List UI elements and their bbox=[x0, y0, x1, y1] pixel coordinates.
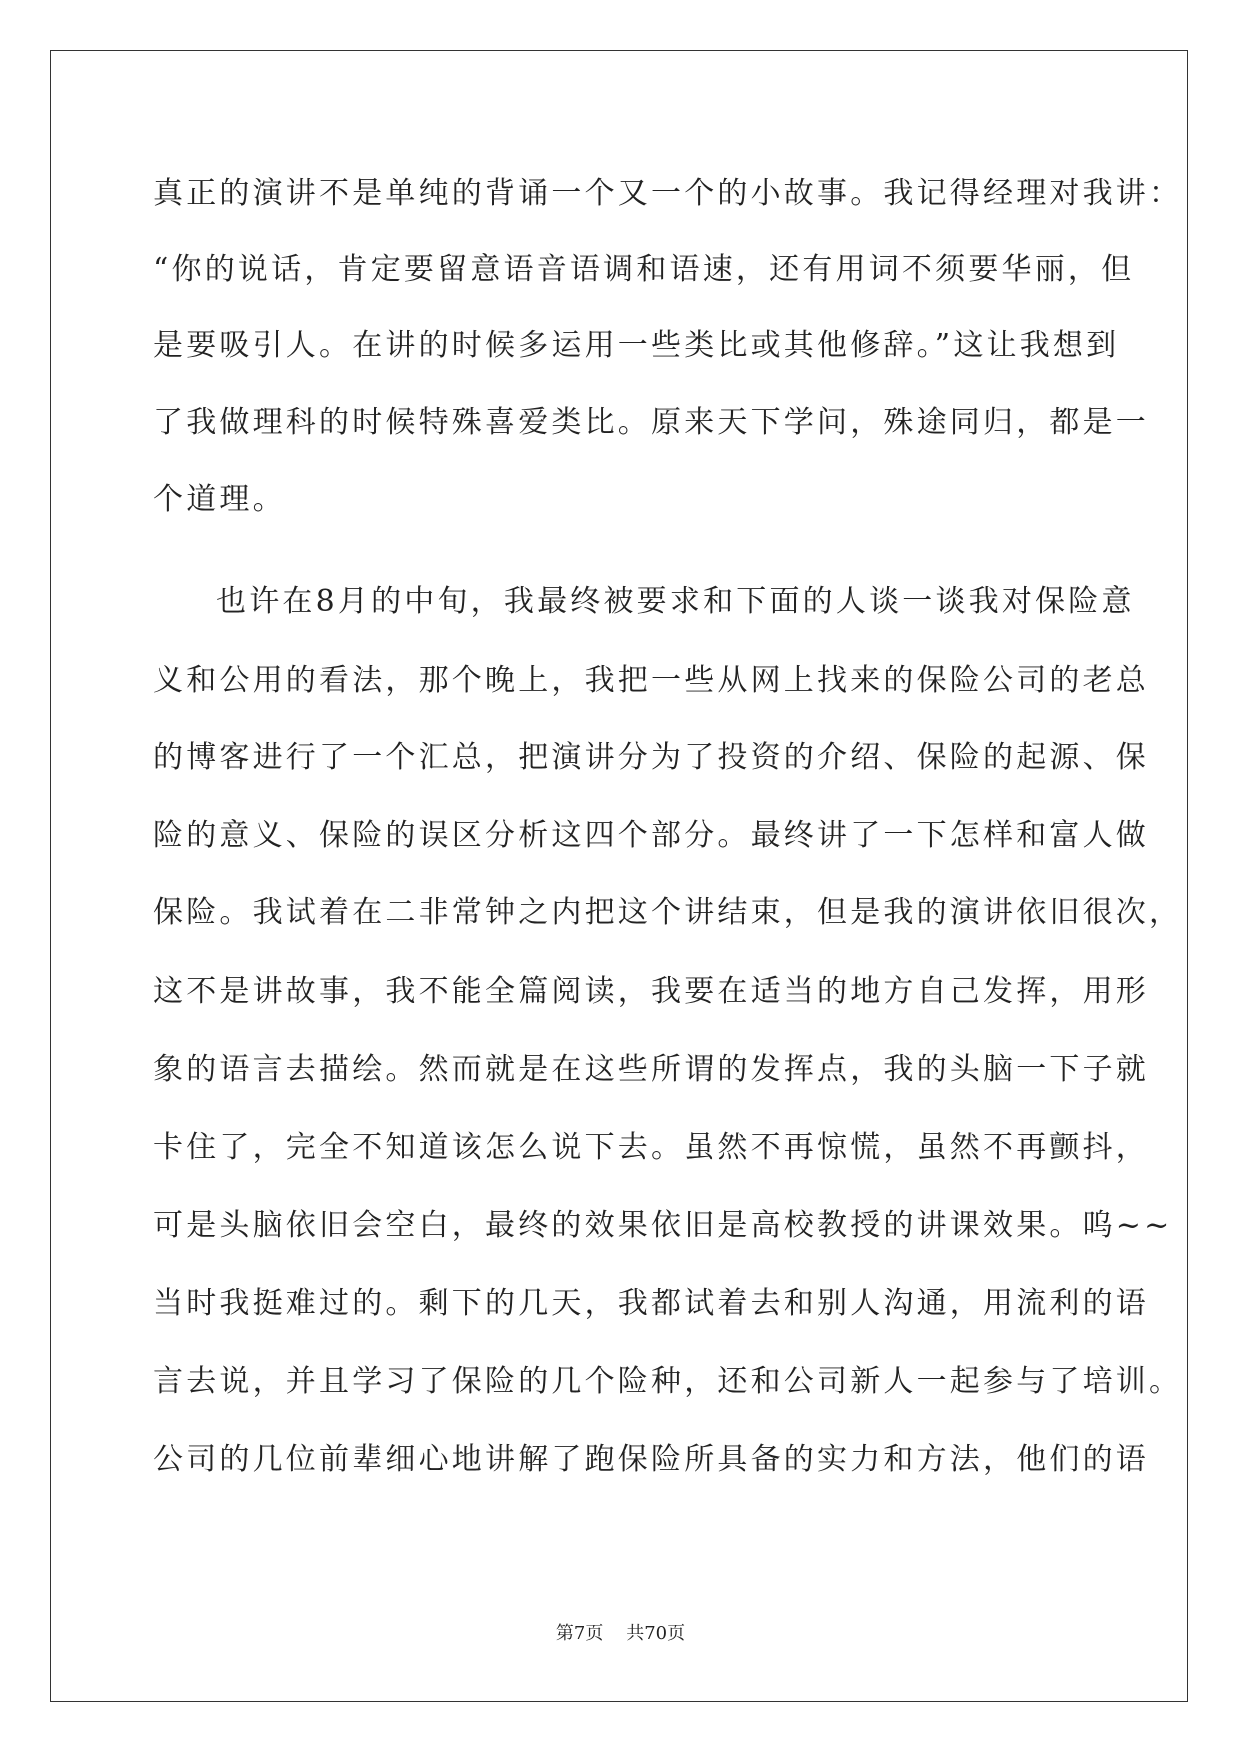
total-pages: 共70页 bbox=[626, 1623, 686, 1644]
text-line: 这不是讲故事，我不能全篇阅读，我要在适当的地方自己发挥，用形 bbox=[153, 974, 1149, 1009]
text-line: 真正的演讲不是单纯的背诵一个又一个的小故事。我记得经理对我讲： bbox=[153, 176, 1183, 211]
text-line: 卡住了，完全不知道该怎么说下去。虽然不再惊慌，虽然不再颤抖， bbox=[153, 1130, 1149, 1165]
text-line: 了我做理科的时候特殊喜爱类比。原来天下学问，殊途同归，都是一 bbox=[153, 405, 1149, 440]
paragraph-first-line: 也许在8月的中旬，我最终被要求和下面的人谈一谈我对保险意 bbox=[216, 584, 1135, 619]
text-line: 个道理。 bbox=[153, 482, 286, 517]
text-line: 象的语言去描绘。然而就是在这些所谓的发挥点，我的头脑一下子就 bbox=[153, 1052, 1149, 1087]
text-line: 义和公用的看法，那个晚上，我把一些从网上找来的保险公司的老总 bbox=[153, 663, 1149, 698]
text-line: 言去说，并且学习了保险的几个险种，还和公司新人一起参与了培训。 bbox=[153, 1364, 1183, 1399]
text-line: 的博客进行了一个汇总，把演讲分为了投资的介绍、保险的起源、保 bbox=[153, 740, 1149, 775]
text-line: 险的意义、保险的误区分析这四个部分。最终讲了一下怎样和富人做 bbox=[153, 818, 1149, 853]
text-line: “你的说话，肯定要留意语音语调和语速，还有用词不须要华丽，但 bbox=[153, 252, 1135, 287]
page-number: 第7页 bbox=[555, 1623, 604, 1644]
text-line: 保险。我试着在二非常钟之内把这个讲结束，但是我的演讲依旧很次， bbox=[153, 895, 1183, 930]
text-line: 可是头脑依旧会空白，最终的效果依旧是高校教授的讲课效果。呜~~ bbox=[153, 1208, 1173, 1243]
text-line: 是要吸引人。在讲的时候多运用一些类比或其他修辞。”这让我想到 bbox=[153, 328, 1120, 363]
text-line: 当时我挺难过的。剩下的几天，我都试着去和别人沟通，用流利的语 bbox=[153, 1286, 1149, 1321]
text-line: 公司的几位前辈细心地讲解了跑保险所具备的实力和方法，他们的语 bbox=[153, 1442, 1149, 1477]
page-footer bbox=[0, 1622, 1241, 1646]
